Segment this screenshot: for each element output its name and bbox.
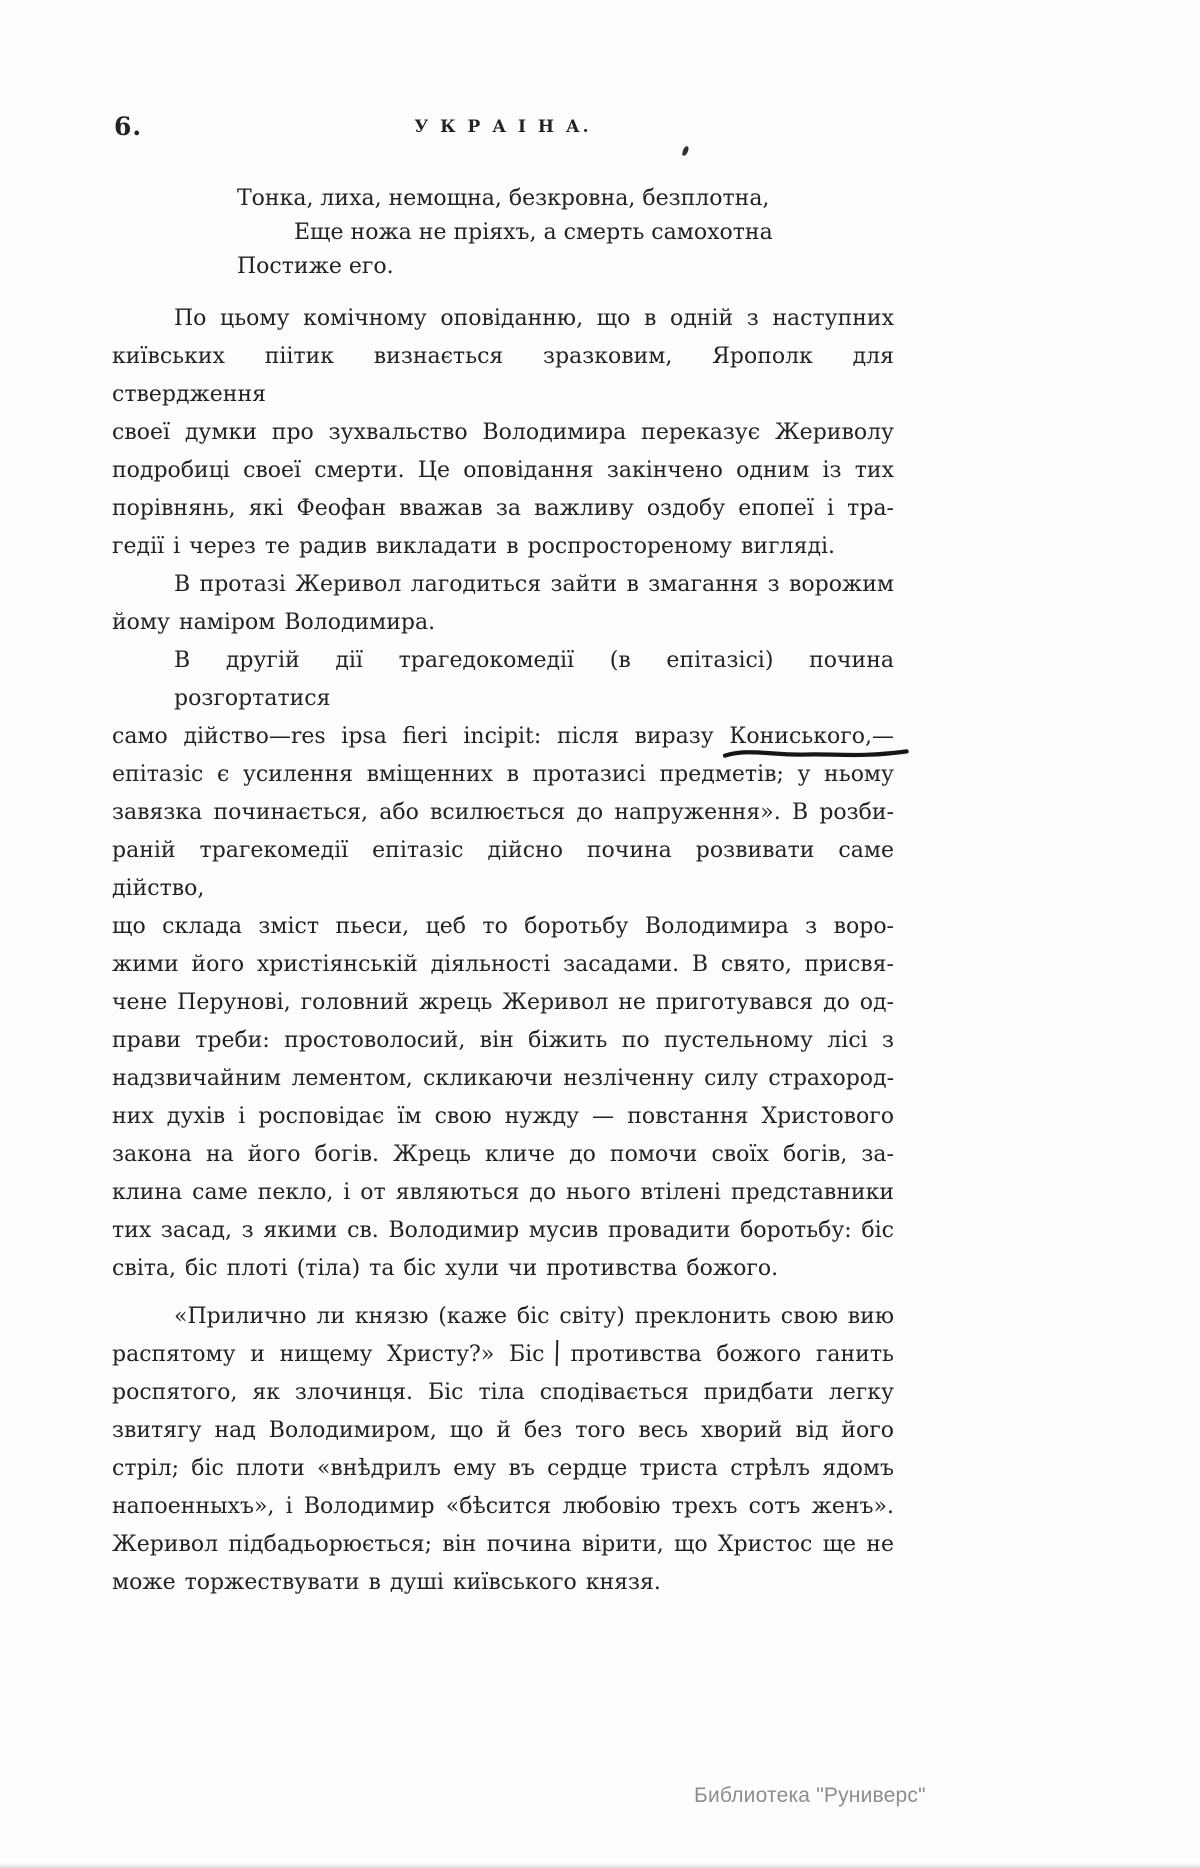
paragraph-2 (112, 566, 894, 642)
text-line: завязка починається, або всилюється до напруження». В розби- (112, 800, 894, 825)
text-line: надзвичайним лементом, скликаючи незліченну силу страхород- (112, 1066, 894, 1091)
verse-block (237, 182, 894, 284)
paragraph-3 (112, 642, 894, 1288)
verse-line: Еще ножа не пріяхъ, а смерть самохотна (294, 220, 773, 245)
text-line: В протазі Жеривол лагодиться зайти в змагання з ворожим (174, 572, 894, 597)
text-line: київських піітик визнається зразковим, Ярополк для ствердження (112, 344, 894, 407)
running-title: У К Р А І Н А. (414, 117, 592, 137)
hand-drawn-underline (723, 745, 910, 762)
ink-speck (682, 146, 690, 157)
underlined-word: Кониського,— (729, 724, 894, 749)
text-line: гедії і через те радив викладати в роспросторенoму вигляді. (112, 534, 836, 559)
text-line: може торжествувати в душі київського князя. (112, 1570, 661, 1595)
text-line: прави треби: простоволосий, він біжить по пустельному лісі з (112, 1028, 894, 1053)
text-line (112, 718, 894, 756)
text-line: них духів і росповідає їм свою нужду — повстання Христового (112, 1104, 894, 1129)
text-line: тих засад, з якими св. Володимир мусив провадити боротьбу: біс (112, 1218, 894, 1243)
text-line: жими його христіянській діяльності засадами. В свято, присвя- (112, 952, 894, 977)
paragraph-1 (112, 300, 894, 566)
page-header (112, 112, 894, 142)
scan-edge-shade (0, 1863, 1200, 1868)
page-number: 6. (114, 112, 143, 141)
text-line (112, 1336, 894, 1374)
text-line: подробиці своеї смерти. Це оповідання закінчено одним із тих (112, 458, 894, 483)
library-watermark: Библиотека "Руниверс" (694, 1784, 926, 1807)
text-line: клина саме пекло, і от являються до нього втілені представники (112, 1180, 894, 1205)
text-segment: само дійство—res ipsa fieri incipit: після виразу (112, 724, 730, 749)
text-line: світа, біс плоті (тіла) та біс хули чи противства божого. (112, 1256, 779, 1281)
text-line: В другій дії трагедокомедії (в епітазісі) почина розгортатися (174, 648, 894, 711)
text-line: стріл; біс плоти «внѣдрилъ ему въ сердце триста стрѣлъ ядомъ (112, 1456, 894, 1481)
text-line: своеї думки про зухвальство Володимира переказує Жериволу (112, 420, 894, 445)
text-line: порівнянь, які Феофан вважав за важливу оздобу епопеї і тра- (112, 496, 894, 521)
text-line: що склада зміст пьеси, цеб то боротьбу Володимира з воро- (112, 914, 894, 939)
text-line: чене Перунові, головний жрець Жеривол не приготувався до од- (112, 990, 894, 1015)
text-segment: распятому и нищему Христу?» Біс (112, 1342, 545, 1367)
text-line: «Прилично ли князю (каже біс світу) преклонить свою вию (174, 1304, 894, 1329)
text-line: епітазіс є усилення вміщенних в протазисі предметів; у ньому (112, 762, 894, 787)
text-line: закона на його богів. Жрець кличе до помочи своїх богів, за- (112, 1142, 894, 1167)
text-line: По цьому комічному оповіданню, що в одній з наступних (174, 306, 894, 331)
text-line: йому наміром Володимира. (112, 610, 436, 635)
text-line: роспятого, як злочинця. Біс тіла сподівається придбати легку (112, 1380, 894, 1405)
text-segment: противства божого ганить (570, 1342, 894, 1367)
verse-line: Постиже его. (237, 254, 394, 279)
text-line: звитягу над Володимиром, що й без того весь хворий від його (112, 1418, 894, 1443)
text-line: Жеривол підбадьорюється; він почина вірити, що Христос ще не (112, 1532, 894, 1557)
pencil-mark (555, 1340, 558, 1366)
text-column (112, 112, 894, 1602)
paragraph-4 (112, 1298, 894, 1602)
verse-line: Тонка, лиха, немощна, безкровна, безплотна, (237, 186, 770, 211)
text-line: напоенныхъ», і Володимир «бѣсится любовію трехъ сотъ женъ». (112, 1494, 894, 1519)
text-line: раній трагекомедії епітазіс дійсно почина розвивати саме дійство, (112, 838, 894, 901)
